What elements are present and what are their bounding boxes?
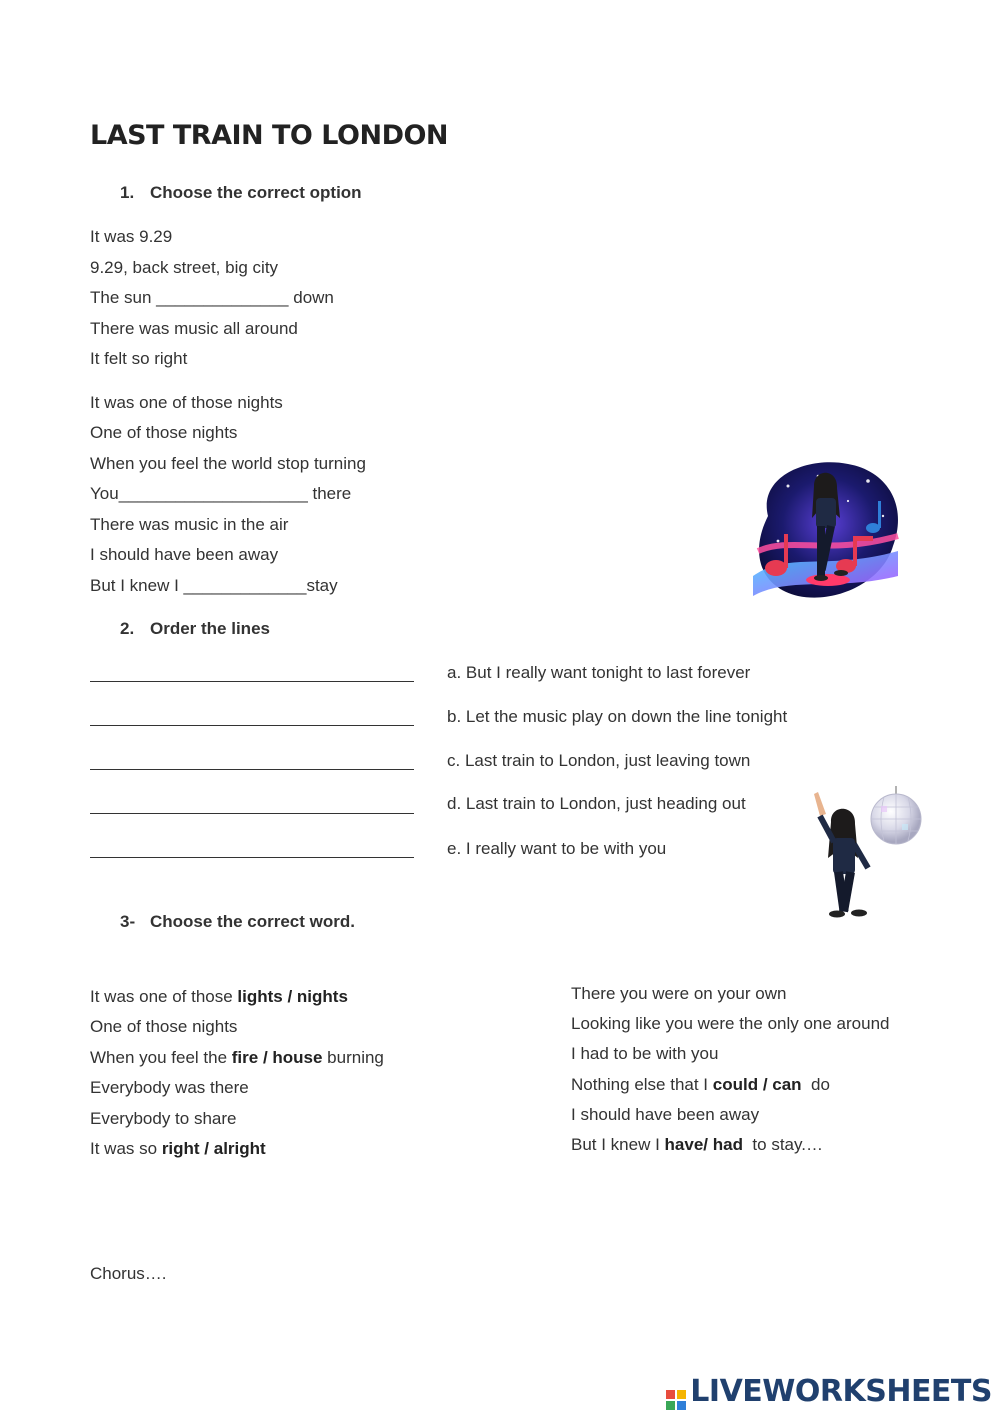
lyric-line: One of those nights bbox=[90, 423, 238, 442]
choice-line-right[interactable]: But I knew I have/ had to stay.… bbox=[571, 1135, 823, 1154]
chorus-label: Chorus…. bbox=[90, 1264, 167, 1283]
page-title: LAST TRAIN TO LONDON bbox=[90, 120, 449, 151]
lyric-line: When you feel the world stop turning bbox=[90, 454, 366, 473]
section-2-number: 2. bbox=[120, 619, 135, 638]
order-answer-line[interactable] bbox=[90, 725, 414, 726]
lyric-line: It was 9.29 bbox=[90, 227, 173, 246]
section-1-heading bbox=[120, 183, 362, 203]
choice-line-left[interactable]: It was one of those lights / nights bbox=[90, 987, 348, 1006]
choice-line-left: One of those nights bbox=[90, 1017, 238, 1036]
liveworksheets-logo bbox=[666, 1374, 992, 1410]
section-2-title: Order the lines bbox=[150, 619, 270, 638]
lyric-line: There was music in the air bbox=[90, 515, 289, 534]
lyric-line-blank[interactable]: But I knew I _____________stay bbox=[90, 576, 338, 595]
choice-line-right: I had to be with you bbox=[571, 1044, 719, 1063]
word-choice[interactable]: have/ had bbox=[664, 1135, 743, 1154]
section-1-title: Choose the correct option bbox=[150, 183, 362, 202]
lyric-line: I should have been away bbox=[90, 545, 279, 564]
word-choice[interactable]: right / alright bbox=[161, 1139, 266, 1158]
choice-line-right[interactable]: Nothing else that I could / can do bbox=[571, 1075, 830, 1094]
word-choice[interactable]: could / can bbox=[712, 1075, 802, 1094]
order-option-a: a. But I really want tonight to last forever bbox=[447, 663, 751, 682]
dancing-music-illustration bbox=[748, 456, 903, 602]
choice-line-left: Everybody was there bbox=[90, 1078, 249, 1097]
order-answer-line[interactable] bbox=[90, 769, 414, 770]
section-3-title: Choose the correct word. bbox=[150, 912, 355, 931]
word-choice[interactable]: lights / nights bbox=[237, 987, 348, 1006]
section-1-number: 1. bbox=[120, 183, 135, 202]
section-3-heading bbox=[120, 912, 355, 932]
order-option-e: e. I really want to be with you bbox=[447, 839, 667, 858]
disco-dancer-illustration bbox=[806, 786, 924, 920]
word-choice[interactable]: fire / house bbox=[231, 1048, 323, 1067]
liveworksheets-logo-text: LIVEWORKSHEETS bbox=[690, 1374, 992, 1409]
choice-line-right: I should have been away bbox=[571, 1105, 760, 1124]
choice-line-right: There you were on your own bbox=[571, 984, 787, 1003]
choice-line-left: Everybody to share bbox=[90, 1109, 237, 1128]
order-option-c: c. Last train to London, just leaving town bbox=[447, 751, 751, 770]
lyric-line: There was music all around bbox=[90, 319, 298, 338]
order-answer-line[interactable] bbox=[90, 857, 414, 858]
lyric-line-blank[interactable]: The sun ______________ down bbox=[90, 288, 334, 307]
order-answer-line[interactable] bbox=[90, 813, 414, 814]
lyric-line: It felt so right bbox=[90, 349, 188, 368]
order-option-b: b. Let the music play on down the line tonight bbox=[447, 707, 788, 726]
order-answer-line[interactable] bbox=[90, 681, 414, 682]
lyric-line: It was one of those nights bbox=[90, 393, 283, 412]
order-option-d: d. Last train to London, just heading out bbox=[447, 794, 746, 813]
lyric-line: 9.29, back street, big city bbox=[90, 258, 279, 277]
choice-line-right: Looking like you were the only one around bbox=[571, 1014, 890, 1033]
choice-line-left[interactable]: It was so right / alright bbox=[90, 1139, 266, 1158]
lyric-line-blank[interactable]: You____________________ there bbox=[90, 484, 352, 503]
section-3-number: 3- bbox=[120, 912, 136, 931]
section-2-heading bbox=[120, 619, 270, 639]
liveworksheets-logo-icon bbox=[666, 1390, 686, 1410]
choice-line-left[interactable]: When you feel the fire / house burning bbox=[90, 1048, 384, 1067]
